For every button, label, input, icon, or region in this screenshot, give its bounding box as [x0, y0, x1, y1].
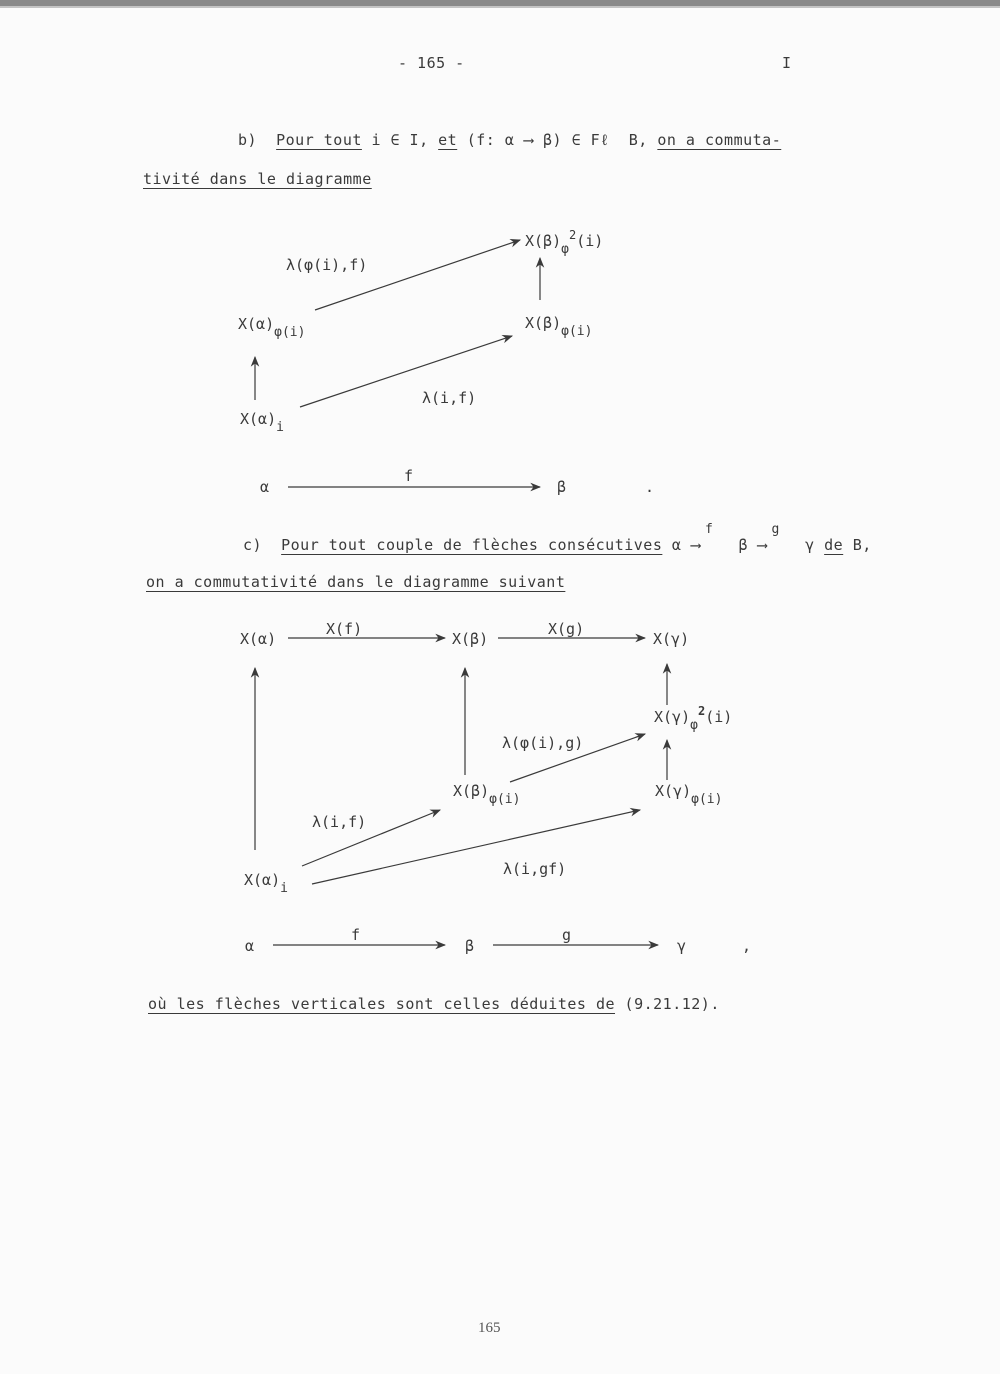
closing-underlined: où les flèches verticales sont celles déduites de: [148, 995, 616, 1013]
item-c-f: f: [704, 522, 714, 537]
item-c-de: de: [824, 536, 844, 554]
item-c-marker: c): [243, 536, 263, 554]
d2-X-alpha: X(α): [240, 630, 277, 648]
item-c-beta: β: [738, 536, 749, 554]
d2-lambda-i-f: λ(i,f): [312, 813, 367, 831]
item-c-alpha: α: [671, 536, 682, 554]
chapter-label: I: [782, 54, 792, 72]
item-b-in-I: ∈ I,: [390, 131, 429, 149]
d2-X-gamma-phi2: $X(\gamma)_\varphi^2(i)$: [654, 704, 733, 733]
d2-f: f: [351, 926, 361, 944]
d2-X-beta: X(β): [452, 630, 489, 648]
item-b-marker: b): [238, 131, 258, 149]
item-c-g: g: [771, 522, 780, 537]
item-b-line2: tivité dans le diagramme: [143, 170, 372, 188]
d2-lambda-phi-g: λ(φ(i),g): [502, 734, 584, 752]
item-b-B: B,: [628, 131, 648, 149]
d2-X-gamma: X(γ): [653, 630, 690, 648]
d2-comma: ,: [742, 937, 752, 955]
d2-X-f: X(f): [326, 620, 363, 638]
item-b-i: i: [371, 131, 381, 149]
d1-beta: β: [557, 478, 567, 496]
d2-X-g: X(g): [548, 620, 585, 638]
d2-X-gamma-phi: $X(\gamma)_{\varphi(i)}$: [655, 782, 723, 807]
d1-mid-right: $X(\beta)_{\varphi(i)}$: [525, 314, 593, 339]
d1-mid-left: $X(\alpha)_{\varphi(i)}$: [238, 315, 306, 340]
d2-X-alpha-i: $X(\alpha)_i$: [244, 871, 288, 896]
d2-lambda-i-gf: λ(i,gf): [503, 860, 567, 878]
d1-alpha: α: [260, 478, 270, 496]
item-b-arrow: (f: α ⟶ β) ∈ Fℓ: [466, 131, 610, 149]
page-label: - 165 -: [398, 54, 465, 72]
item-b-pour-tout: Pour tout: [276, 131, 362, 149]
d2-alpha: α: [245, 937, 255, 955]
d1-f: f: [404, 467, 414, 485]
d1-lambda-phi-f: λ(φ(i),f): [286, 256, 368, 274]
item-c-gamma: γ: [805, 536, 815, 554]
item-b-et: et: [438, 131, 458, 149]
item-c-B: B,: [852, 536, 872, 554]
item-c-arrow-f-icon: ⟶: [690, 536, 701, 554]
item-c-arrow-g-icon: ⟶: [757, 536, 768, 554]
closing-ref: (9.21.12).: [624, 995, 720, 1013]
closing-line: [148, 995, 720, 1013]
item-b-on-a: on a commuta-: [657, 131, 782, 149]
d1-lambda-i-f: λ(i,f): [422, 389, 477, 407]
d2-g: g: [562, 926, 572, 944]
item-c-text: Pour tout couple de flèches consécutives: [281, 536, 663, 554]
d1-period: .: [645, 478, 655, 496]
footer-page-number: 165: [478, 1320, 501, 1336]
d2-X-beta-phi: $X(\beta)_{\varphi(i)}$: [453, 782, 521, 807]
d2-beta: β: [465, 937, 475, 955]
d1-bottom-left: $X(\alpha)_i$: [240, 410, 284, 435]
d2-gamma: γ: [677, 937, 687, 955]
d1-top-right: $X(\beta)_\varphi^2(i)$: [525, 228, 604, 257]
item-c-line2: on a commutativité dans le diagramme suivant: [146, 573, 566, 591]
